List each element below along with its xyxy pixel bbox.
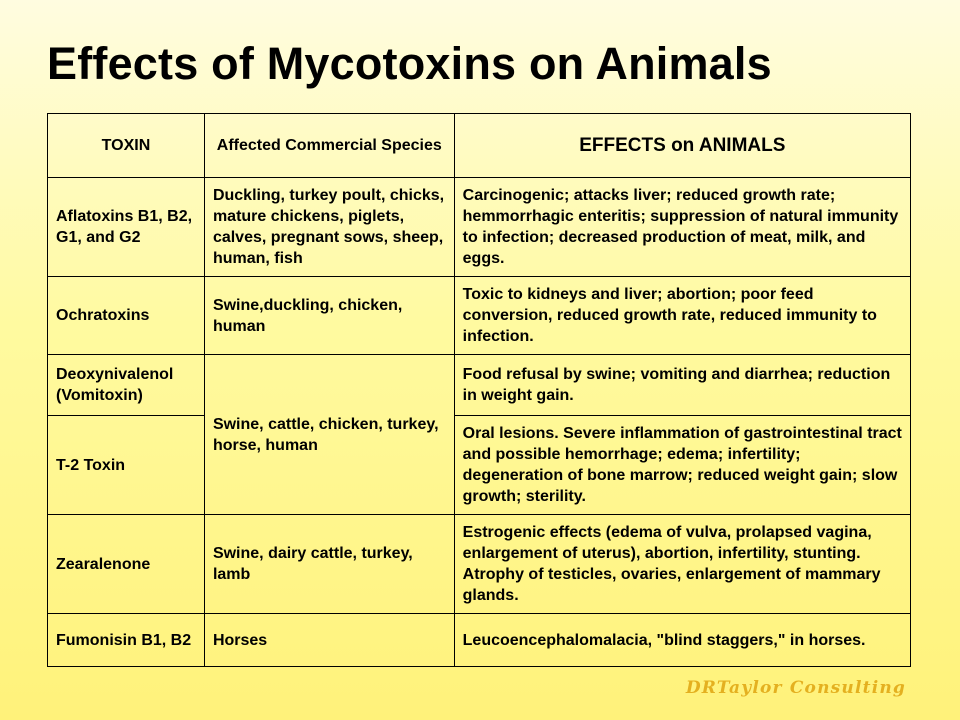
toxin-cell: Aflatoxins B1, B2, G1, and G2 <box>48 178 205 277</box>
effects-cell: Carcinogenic; attacks liver; reduced growth rate; hemmorrhagic enteritis; suppression of natural immunity to infection; decreased production of meat, milk, and eggs. <box>454 178 910 277</box>
table-row <box>48 178 911 277</box>
page-title: Effects of Mycotoxins on Animals <box>47 38 772 89</box>
effects-cell: Toxic to kidneys and liver; abortion; poor feed conversion, reduced growth rate, reduced immunity to infection. <box>454 277 910 355</box>
table-row <box>48 277 911 355</box>
toxin-cell: Deoxynivalenol (Vomitoxin) <box>48 355 205 416</box>
table-row <box>48 515 911 614</box>
effects-cell: Food refusal by swine; vomiting and diarrhea; reduction in weight gain. <box>454 355 910 416</box>
species-cell: Horses <box>204 614 454 667</box>
toxin-cell: Zearalenone <box>48 515 205 614</box>
species-cell: Swine,duckling, chicken, human <box>204 277 454 355</box>
header-species: Affected Commercial Species <box>204 114 454 178</box>
header-toxin: TOXIN <box>48 114 205 178</box>
effects-cell: Oral lesions. Severe inflammation of gastrointestinal tract and possible hemorrhage; edema; infertility; degeneration of bone marrow; reduced weight gain; slow growth; sterility. <box>454 416 910 515</box>
table-row <box>48 355 911 416</box>
mycotoxin-table <box>47 113 911 667</box>
toxin-cell: Fumonisin B1, B2 <box>48 614 205 667</box>
species-cell: Swine, cattle, chicken, turkey, horse, human <box>204 355 454 515</box>
header-effects: EFFECTS on ANIMALS <box>454 114 910 178</box>
effects-cell: Estrogenic effects (edema of vulva, prolapsed vagina, enlargement of uterus), abortion, infertility, stunting. Atrophy of testicles, ovaries, enlargement of mammary glands. <box>454 515 910 614</box>
table-row <box>48 614 911 667</box>
species-cell: Swine, dairy cattle, turkey, lamb <box>204 515 454 614</box>
toxin-cell: Ochratoxins <box>48 277 205 355</box>
table-header-row <box>48 114 911 178</box>
species-cell: Duckling, turkey poult, chicks, mature chickens, piglets, calves, pregnant sows, sheep, human, fish <box>204 178 454 277</box>
toxin-cell: T-2 Toxin <box>48 416 205 515</box>
footer-credit: DRTaylor Consulting <box>685 678 906 698</box>
effects-cell: Leucoencephalomalacia, "blind staggers," in horses. <box>454 614 910 667</box>
table-row <box>48 416 911 515</box>
